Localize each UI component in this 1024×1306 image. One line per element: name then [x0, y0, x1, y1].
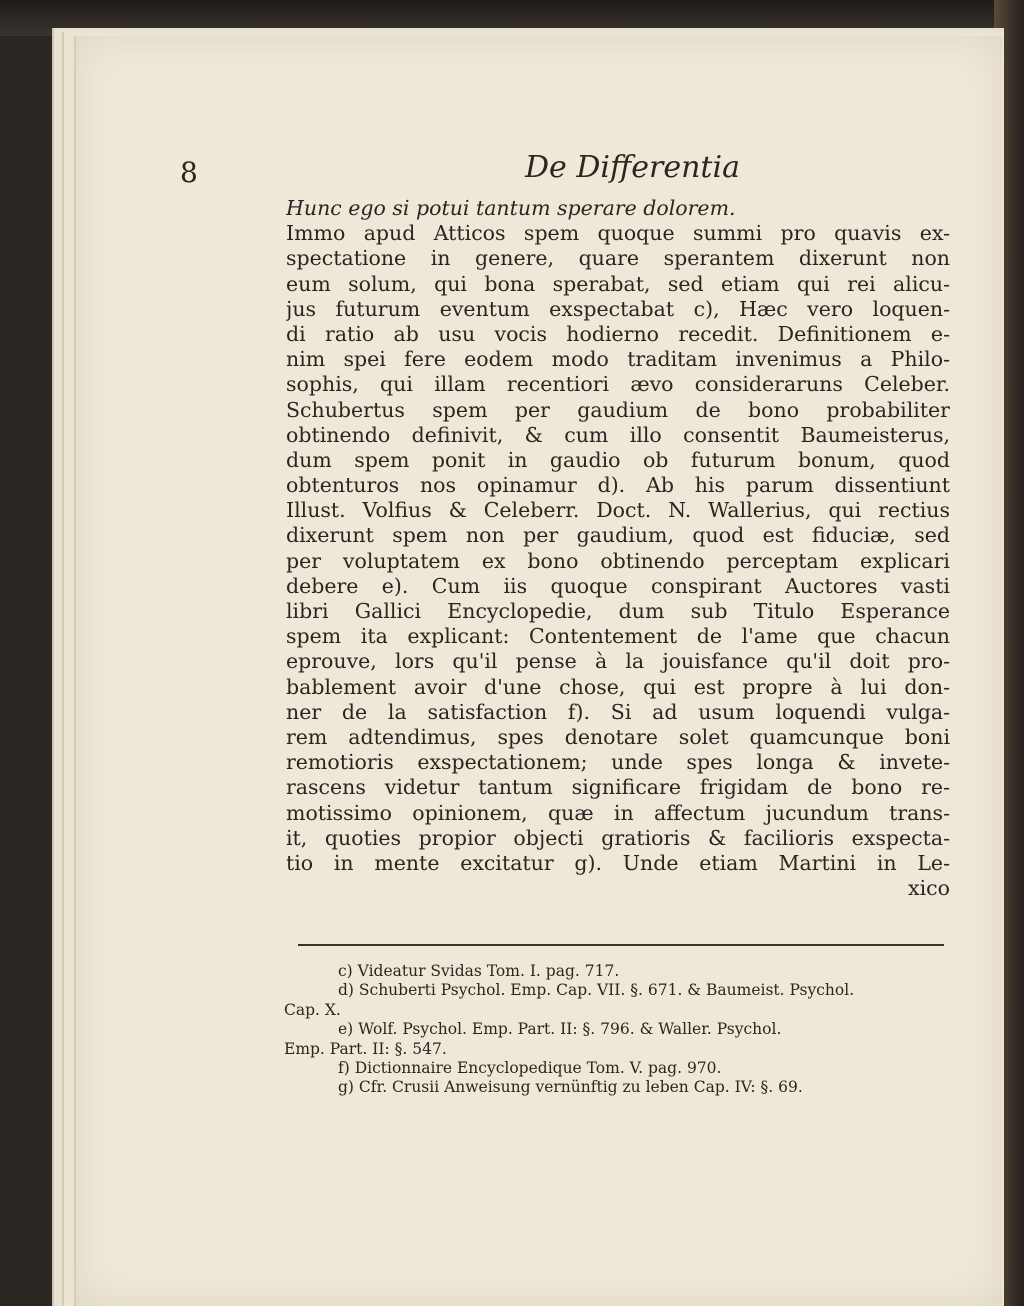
text-line: libri Gallici Encyclopedie, dum sub Titulo Esperance — [286, 599, 950, 623]
footnote-e: e) Wolf. Psychol. Emp. Part. II: §. 796. & Waller. Psychol. — [338, 1020, 782, 1039]
body-text — [286, 196, 950, 901]
text-line: obtenturos nos opinamur d). Ab his parum dissentiunt — [286, 473, 950, 498]
text-line: remotioris exspectationem; unde spes longa & invete- — [286, 750, 950, 775]
text-line: rem adtendimus, spes denotare solet quamcunque boni — [286, 724, 950, 749]
text-line: rascens videtur tantum significare frigidam de bono re- — [286, 775, 950, 800]
text-line: eprouve, lors qu'il pense à la jouisfance qu'il doit pro- — [286, 649, 950, 674]
text-line: nim spei fere eodem modo traditam invenimus a Philo- — [286, 347, 950, 372]
catchword: xico — [908, 876, 950, 901]
text-line: dixerunt spem non per gaudium, quod est fiduciæ, sed — [286, 523, 950, 548]
text-line: motissimo opinionem, quæ in affectum jucundum trans- — [286, 800, 950, 825]
page-number: 8 — [180, 156, 198, 189]
text-line: ner de la satisfaction f). Si ad usum loquendi vulga- — [286, 699, 950, 724]
text-line: debere e). Cum iis quoque conspirant Auctores vasti — [286, 573, 950, 598]
footnotes — [284, 962, 946, 1098]
text-line: sophis, qui illam recentiori ævo consideraruns Celeber. — [286, 372, 950, 397]
text-line: spem ita explicant: Contentement de l'ame que chacun — [286, 624, 950, 649]
text-line: bablement avoir d'une chose, qui est propre à lui don- — [286, 674, 950, 699]
text-line: it, quoties propior objecti gratioris & facilioris exspecta- — [286, 825, 950, 850]
text-line: jus futurum eventum exspectabat c), Hæc vero loquen- — [286, 296, 950, 321]
text-line: Hunc ego si potui tantum sperare dolorem. — [286, 196, 736, 220]
footnote-e-continuation: Emp. Part. II: §. 547. — [284, 1039, 447, 1058]
footnote-rule — [298, 944, 944, 946]
page-header — [180, 150, 960, 194]
text-line: obtinendo definivit, & cum illo consentit Baumeisterus, — [286, 422, 950, 447]
text-line: di ratio ab usu vocis hodierno recedit. Definitionem e- — [286, 321, 950, 346]
text-line: dum spem ponit in gaudio ob futurum bonum, quod — [286, 447, 950, 472]
text-line: spectatione in genere, quare sperantem dixerunt non — [286, 246, 950, 271]
footnote-d-continuation: Cap. X. — [284, 1000, 341, 1019]
footnote-f: f) Dictionnaire Encyclopedique Tom. V. pag. 970. — [338, 1058, 722, 1077]
text-line: tio in mente excitatur g). Unde etiam Martini in Le- — [286, 850, 950, 875]
footnote-d: d) Schuberti Psychol. Emp. Cap. VII. §. 671. & Baumeist. Psychol. — [338, 981, 855, 1000]
running-title: De Differentia — [525, 150, 740, 185]
text-line: eum solum, qui bona sperabat, sed etiam qui rei alicu- — [286, 271, 950, 296]
text-line: Immo apud Atticos spem quoque summi pro quavis ex- — [286, 221, 950, 246]
text-line: Illust. Volfius & Celeberr. Doct. N. Wallerius, qui rectius — [286, 498, 950, 523]
footnote-g: g) Cfr. Crusii Anweisung vernünftig zu leben Cap. IV: §. 69. — [338, 1078, 803, 1097]
footnote-c: c) Videatur Svidas Tom. I. pag. 717. — [338, 962, 620, 980]
text-line: Schubertus spem per gaudium de bono probabiliter — [286, 397, 950, 422]
text-line: per voluptatem ex bono obtinendo perceptam explicari — [286, 548, 950, 573]
